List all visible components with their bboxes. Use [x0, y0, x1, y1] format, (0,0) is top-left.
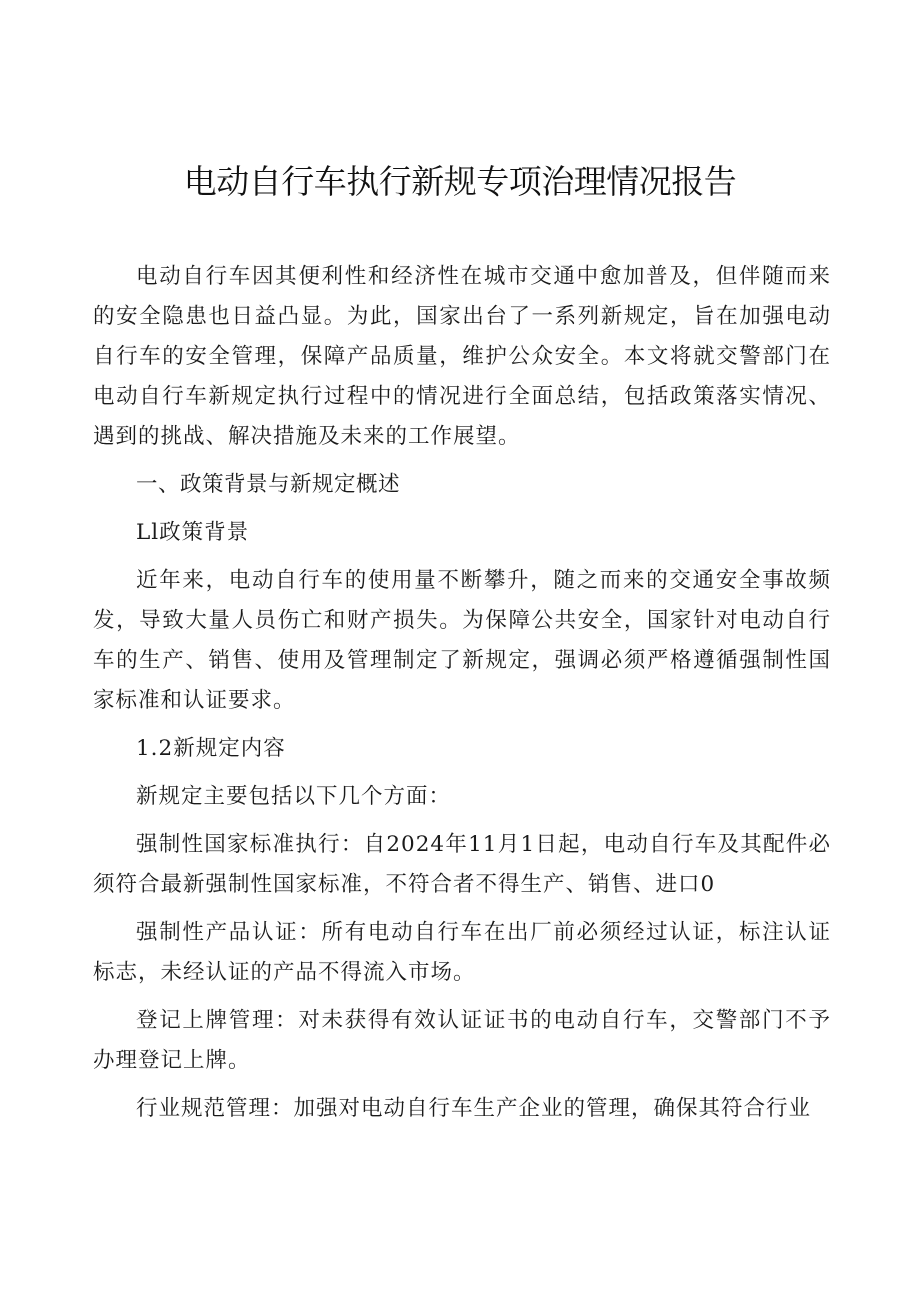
rule-item: 登记上牌管理：对未获得有效认证证书的电动自行车，交警部门不予办理登记上牌。	[93, 1008, 831, 1073]
intro-paragraph: 电动自行车因其便利性和经济性在城市交通中愈加普及，但伴随而来的安全隐患也日益凸显。为此，国家出台了一系列新规定，旨在加强电动自行车的安全管理，保障产品质量，维护公众安全。本文将就交警部门在电动自行车新规定执行过程中的情况进行全面总结，包括政策落实情况、遇到的挑战、解决措施及未来的工作展望。	[93, 264, 831, 449]
rule-item: 强制性国家标准执行：自2024年11月1日起，电动自行车及其配件必须符合最新强制性国家标准，不符合者不得生产、销售、进口0	[93, 832, 831, 897]
new-rules-intro: 新规定主要包括以下几个方面：	[136, 784, 452, 809]
subsection-label-new-rules: 1.2新规定内容	[136, 736, 286, 761]
rule-item: 强制性产品认证：所有电动自行车在出厂前必须经过认证，标注认证标志，未经认证的产品不得流入市场。	[93, 920, 831, 985]
section-heading: 一、政策背景与新规定概述	[136, 472, 401, 497]
document-body	[93, 257, 831, 1137]
policy-background-paragraph: 近年来，电动自行车的使用量不断攀升，随之而来的交通安全事故频发，导致大量人员伤亡和财产损失。为保障公共安全，国家针对电动自行车的生产、销售、使用及管理制定了新规定，强调必须严格遵循强制性国家标准和认证要求。	[93, 568, 831, 713]
rule-item: 行业规范管理：加强对电动自行车生产企业的管理，确保其符合行业	[136, 1096, 812, 1121]
subsection-label-policy-background: Ll政策背景	[136, 520, 250, 545]
document-title: 电动自行车执行新规专项治理情况报告	[183, 162, 737, 201]
